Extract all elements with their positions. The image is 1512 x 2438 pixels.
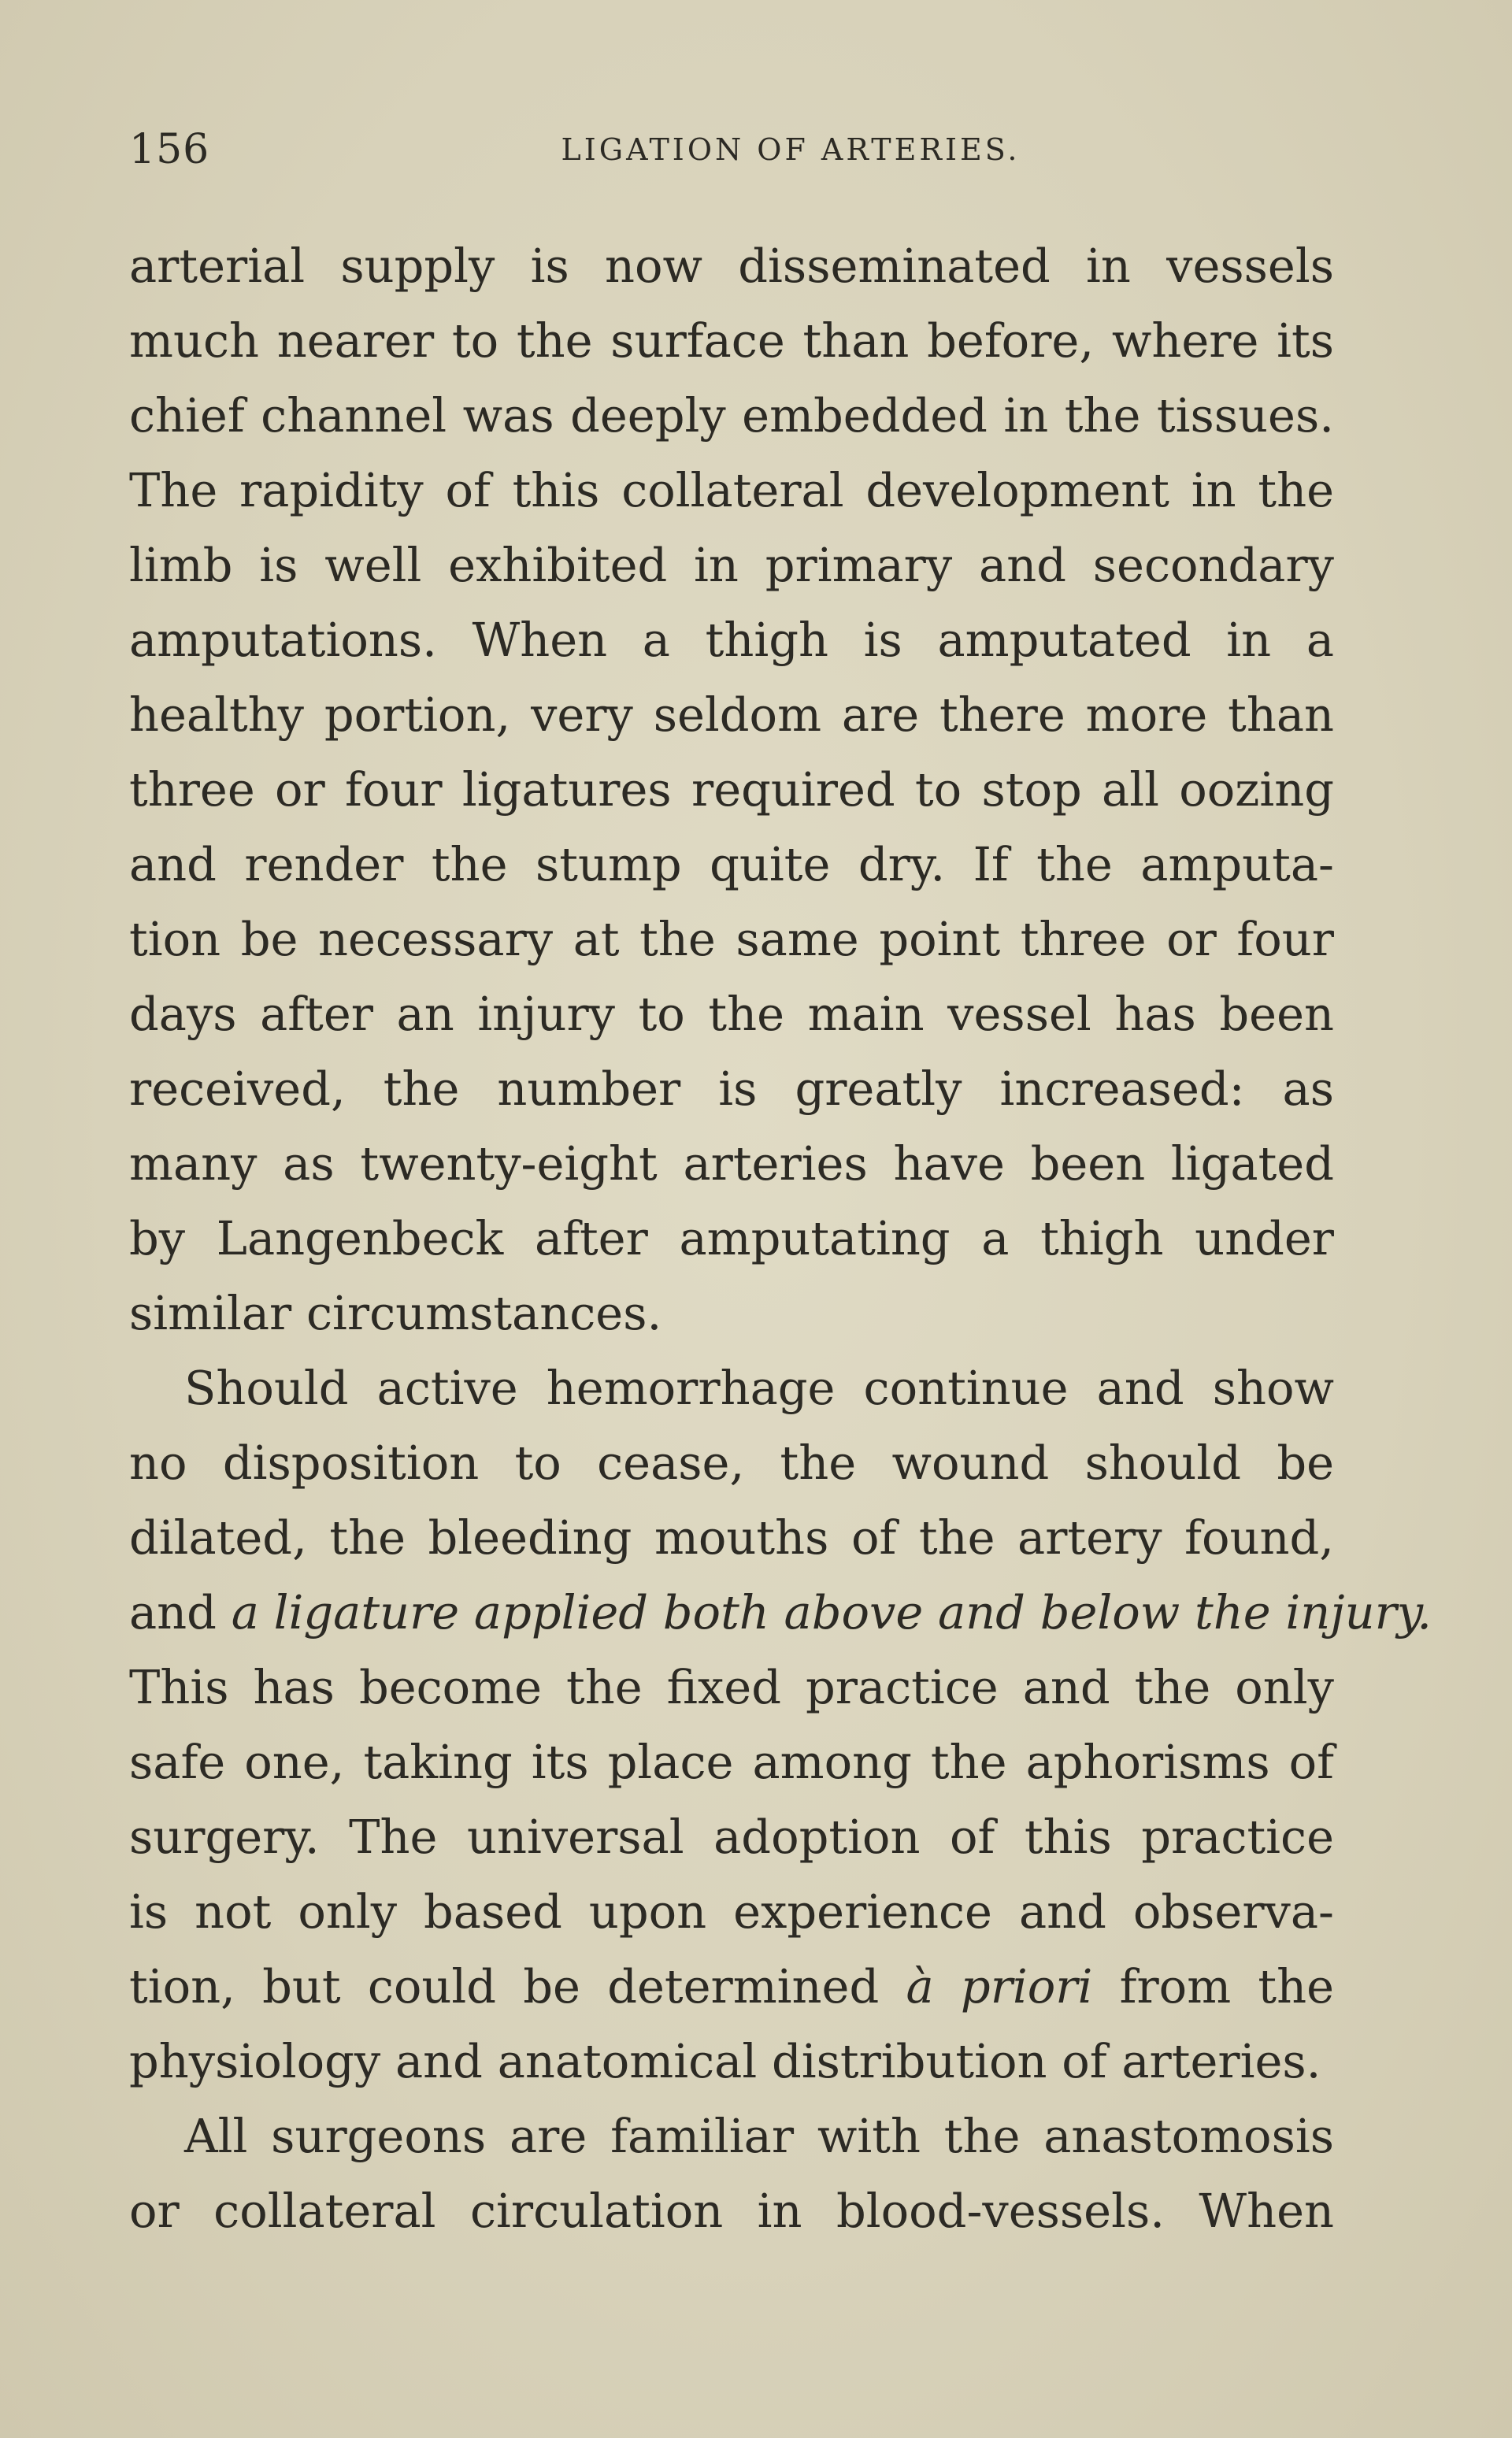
text-line: received, the number is greatly increased: as xyxy=(129,1062,1334,1116)
text-line: surgery. The universal adoption of this practice xyxy=(129,1810,1334,1864)
italic-phrase: a ligature applied both above and below the injury. xyxy=(231,1585,1432,1640)
text-line: amputations. When a thigh is amputated in a xyxy=(129,613,1334,667)
text-line: safe one, taking its place among the aphorisms of xyxy=(129,1735,1334,1789)
text-line: This has become the fixed practice and the only xyxy=(129,1660,1334,1714)
text-line: physiology and anatomical distribution of arteries. xyxy=(129,2034,1321,2088)
text-line: chief channel was deeply embedded in the tissues. xyxy=(129,388,1334,443)
text-line: The rapidity of this collateral development in the xyxy=(129,463,1334,517)
text-line xyxy=(129,1949,1334,2024)
text-line: or collateral circulation in blood-vessels. When xyxy=(129,2184,1334,2238)
text-line: three or four ligatures required to stop all oozing xyxy=(129,762,1334,817)
text-line: arterial supply is now disseminated in vessels xyxy=(129,239,1334,293)
text-line xyxy=(129,1575,1432,1650)
text-line: tion be necessary at the same point three or four xyxy=(129,912,1334,966)
text-segment: tion, but could be determined xyxy=(129,1959,906,2014)
body-text xyxy=(129,228,1432,2248)
text-line: is not only based upon experience and observa- xyxy=(129,1884,1334,1939)
text-line: dilated, the bleeding mouths of the artery found, xyxy=(129,1510,1334,1565)
text-line: by Langenbeck after amputating a thigh under xyxy=(129,1211,1334,1265)
running-title: LIGATION OF ARTERIES. xyxy=(561,132,1021,167)
text-line: and render the stump quite dry. If the amputa- xyxy=(129,837,1334,891)
text-line: many as twenty-eight arteries have been ligated xyxy=(129,1136,1334,1191)
text-line: healthy portion, very seldom are there more than xyxy=(129,687,1334,742)
text-line: Should active hemorrhage continue and show xyxy=(184,1361,1334,1415)
text-line: limb is well exhibited in primary and secondary xyxy=(129,538,1334,592)
text-segment: and xyxy=(129,1585,232,1640)
page-number: 156 xyxy=(129,126,210,173)
italic-phrase: à priori xyxy=(906,1959,1093,2014)
text-line: much nearer to the surface than before, where its xyxy=(129,313,1334,368)
text-line: All surgeons are familiar with the anastomosis xyxy=(184,2109,1334,2163)
text-line: days after an injury to the main vessel has been xyxy=(129,987,1334,1041)
text-line: no disposition to cease, the wound should be xyxy=(129,1436,1334,1490)
running-head xyxy=(129,126,1334,173)
text-line: similar circumstances. xyxy=(129,1286,662,1340)
text-segment: from the xyxy=(1092,1959,1335,2014)
